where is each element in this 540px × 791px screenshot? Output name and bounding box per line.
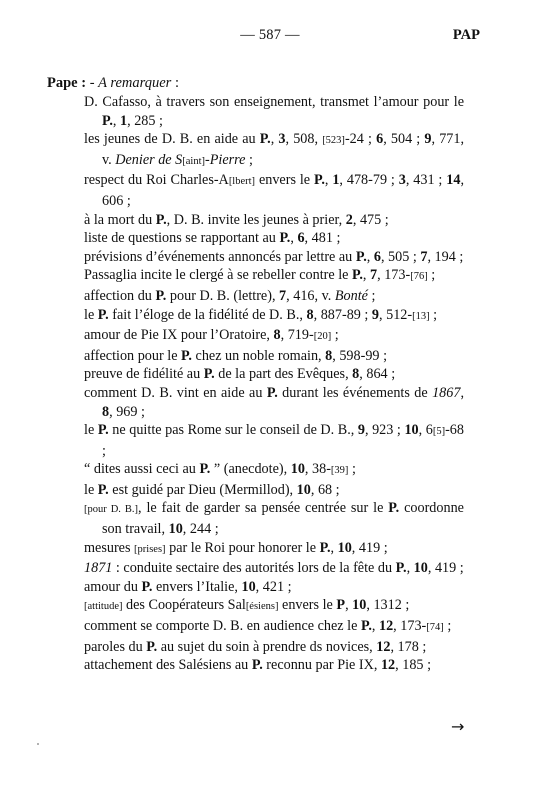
entry-text-run: 10 — [241, 578, 256, 595]
entry-text-run: les jeunes de D. B. en aide au — [84, 131, 260, 148]
entry-text-run: envers l’Italie, — [152, 578, 242, 595]
entry-text-run: , 431 ; — [405, 172, 447, 189]
heading-colon: : — [171, 75, 179, 91]
entry-text-run: , 421 ; — [255, 578, 292, 595]
entry-text-run: , — [290, 230, 298, 247]
entry-text-run: envers le — [255, 172, 314, 189]
entry-text-run: le — [84, 306, 98, 323]
entry-text-run: 10 — [413, 560, 428, 577]
entry-text-run: 7 — [370, 267, 378, 284]
entry-text-run: au sujet du soin à prendre ds novices, — [157, 638, 377, 655]
entry-text-run: P. — [97, 306, 109, 323]
entry-text-run: , 68 ; — [310, 481, 340, 498]
entry-text-run: durant les événements de — [277, 384, 433, 401]
entry-text-run: ” (anecdote), — [210, 461, 291, 478]
entry-text-run: 9 — [424, 131, 432, 148]
entry-text-run: [76] — [410, 271, 428, 283]
entry-text-run: , — [406, 560, 414, 577]
entry-text-run: amour du — [84, 578, 142, 595]
index-entry — [84, 248, 464, 267]
entry-text-run: , — [330, 539, 338, 556]
entry-text-run: , 244 ; — [182, 521, 219, 538]
entry-text-run: [74] — [426, 622, 444, 634]
entry-text-run: 12 — [380, 657, 396, 674]
entry-text-run: P. — [155, 287, 167, 304]
entry-text-run: D. Cafasso, à travers son enseignement, transmet l’amour pour le — [84, 94, 464, 110]
index-entry — [84, 365, 464, 384]
entry-text-run: affection du — [84, 287, 156, 304]
entry-text-run: 10 — [290, 461, 305, 478]
entry-text-run: , 285 ; — [127, 112, 163, 129]
entry-text-run: P. — [266, 384, 278, 401]
entry-text-run: envers le — [278, 597, 337, 614]
entry-text-run: “ dites aussi ceci au — [84, 461, 200, 478]
entry-text-run: par le Roi pour honorer le — [165, 539, 320, 556]
index-entry — [84, 578, 464, 597]
entry-text-run: P. — [203, 366, 215, 383]
entry-text-run: [aint] — [182, 155, 205, 167]
entry-text-run: , — [270, 131, 279, 148]
entry-text-run: , 505 ; — [380, 248, 421, 265]
entry-text-run: 14 — [446, 172, 461, 189]
entry-text-run: , 194 ; — [427, 248, 464, 265]
index-entry — [84, 171, 464, 210]
heading-note: A remarquer — [98, 75, 172, 91]
entry-text-run: [prises] — [134, 543, 166, 555]
index-entry — [84, 211, 464, 230]
index-entry — [84, 460, 464, 481]
entry-text-run: , 6 — [418, 422, 433, 439]
entry-text-run: P. — [97, 481, 109, 498]
entry-text-run: P. — [181, 347, 192, 364]
entry-text-run: 3 — [278, 131, 286, 148]
index-entry — [84, 347, 464, 366]
entry-text-run: P. — [388, 500, 400, 517]
entry-text-run: 7 — [279, 287, 287, 304]
entry-text-run: P. — [395, 560, 407, 577]
entry-text-run: liste de questions se rapportant au — [84, 230, 280, 247]
entry-text-run: , 38- — [304, 461, 331, 478]
entry-text-run: , 416, v. — [286, 287, 335, 304]
entry-text-run: P. — [97, 422, 109, 439]
entry-text-run: de la part des Evêques, — [214, 366, 353, 383]
entry-text-run: , — [112, 112, 121, 129]
index-entries — [84, 93, 464, 675]
entry-text-run: affection pour le — [84, 347, 182, 364]
entry-text-run: ; — [443, 618, 452, 635]
entry-text-run: 3 — [398, 172, 406, 189]
entry-text-run: , 508, — [285, 131, 323, 148]
entry-text-run: ; — [245, 151, 253, 168]
entry-text-run: [523] — [322, 135, 345, 147]
entry-text-run: , — [345, 597, 353, 614]
index-entry — [84, 287, 464, 306]
entry-text-run: P. — [251, 657, 263, 674]
entry-text-run: [20] — [313, 331, 332, 343]
entry-text-run: comment se comporte D. B. en audience chez le — [84, 618, 361, 635]
index-entry — [84, 481, 464, 500]
index-entry — [84, 326, 464, 347]
entry-text-run: , 923 ; — [364, 422, 405, 439]
entry-text-run: 1 — [332, 172, 340, 189]
entry-text-run: , 173- — [393, 618, 427, 635]
index-entry — [84, 559, 464, 578]
entry-text-run: P. — [319, 539, 331, 556]
entry-text-run: [pour D. B.] — [84, 504, 139, 516]
entry-text-run: 10 — [352, 597, 367, 614]
entry-text-run: fait l’éloge de la fidélité de D. B., — [108, 306, 307, 323]
entry-text-run: , 478-79 ; — [339, 172, 399, 189]
entry-text-run: -Pierre — [205, 151, 246, 168]
entry-text-run: , 178 ; — [390, 638, 427, 655]
entry-text-run: , 969 ; — [109, 403, 145, 420]
entry-text-run: [attitude] — [84, 601, 123, 613]
entry-text-run: Denier de S — [115, 151, 183, 168]
entry-text-run: , 419 ; — [427, 560, 464, 577]
entry-text-run: le — [84, 422, 98, 439]
entry-text-run: -68 ; — [102, 422, 464, 459]
entry-text-run: 6 — [297, 230, 305, 247]
entry-text-run: à la mort du — [84, 211, 156, 228]
entry-text-run: 12 — [376, 638, 391, 655]
entry-text-run: , 887-89 ; — [313, 306, 372, 323]
heading-dash: - — [86, 75, 99, 91]
entry-text-run: , 598-99 ; — [332, 347, 388, 364]
index-entry — [84, 421, 464, 460]
entry-text-run: , 185 ; — [395, 657, 432, 674]
entry-text-run: 2 — [345, 211, 353, 228]
entry-text-run: , 719- — [280, 327, 314, 344]
entry-text-run: , 771, v. — [102, 131, 465, 168]
entry-text-run: , 173- — [377, 267, 411, 284]
index-entry — [84, 656, 464, 675]
entry-text-run: P. — [259, 131, 271, 148]
entry-text-run: le — [84, 481, 98, 498]
entry-text-run: preuve de fidélité au — [84, 366, 204, 383]
entry-text-run: P. — [155, 211, 167, 228]
entry-text-run: respect du Roi Charles-A — [84, 172, 229, 189]
entry-text-run: 10 — [404, 422, 419, 439]
entry-text-run: P. — [141, 578, 153, 595]
entry-text-run: [13] — [412, 310, 430, 322]
entry-text-run: , le fait de garder sa pensée centrée sur le — [138, 500, 389, 517]
entry-text-run: Passaglia incite le clergé à se rebeller contre le — [84, 267, 352, 284]
entry-text-run: paroles du — [84, 638, 147, 655]
entry-text-run: [5] — [432, 426, 446, 438]
index-entry — [84, 617, 464, 638]
entry-text-run: , 1312 ; — [366, 597, 410, 614]
index-entry — [84, 638, 464, 657]
index-term: Pape : — [47, 75, 87, 91]
entry-text-run: , 481 ; — [304, 230, 341, 247]
entry-text-run: ; — [367, 287, 376, 304]
entry-text-run: , 475 ; — [352, 211, 389, 228]
entry-text-run: 8 — [102, 403, 110, 420]
entry-text-run: mesures — [84, 539, 135, 556]
entry-text-run: 10 — [296, 481, 311, 498]
entry-text-run: 12 — [378, 618, 394, 635]
entry-text-run: comment D. B. vint en aide au — [84, 384, 267, 401]
page-number: — 587 — — [240, 27, 300, 43]
entry-text-run: ; — [348, 461, 356, 478]
index-entry — [84, 266, 464, 287]
entry-text-run: 10 — [168, 521, 183, 538]
index-entry — [84, 499, 464, 538]
entry-text-run: coordonne son travail, — [102, 500, 464, 538]
entry-text-run: prévisions d’événements annoncés par lettre au — [84, 248, 356, 265]
index-entry — [84, 539, 464, 560]
entry-text-run: , — [324, 172, 333, 189]
entry-text-run: 6 — [373, 248, 381, 265]
entry-text-run: 9 — [357, 422, 365, 439]
entry-text-run: Bonté — [334, 287, 368, 304]
running-header: PAP — [452, 27, 480, 43]
entry-text-run: 8 — [273, 327, 281, 344]
entry-text-run: 9 — [371, 306, 380, 323]
entry-text-run: P. — [313, 172, 325, 189]
entry-text-run: [lbert] — [228, 176, 256, 188]
index-entry — [84, 306, 464, 327]
entry-text-run: 7 — [420, 248, 428, 265]
entry-text-run: P — [336, 597, 346, 614]
index-entry — [84, 229, 464, 248]
entry-text-run: reconnu par Pie IX, — [262, 657, 381, 674]
entry-text-run: : conduite sectaire des autorités lors de la fête du — [112, 560, 396, 577]
entry-text-run: amour de Pie IX pour l’Oratoire, — [84, 327, 274, 344]
entry-text-run: ; — [331, 327, 339, 344]
entry-text-run: 8 — [352, 366, 360, 383]
entry-text-run: 8 — [325, 347, 333, 364]
entry-text-run: 1 — [120, 112, 128, 129]
entry-text-run: des Coopérateurs Sal — [122, 597, 246, 614]
index-entry — [84, 384, 464, 421]
entry-text-run: P. — [352, 267, 363, 284]
entry-text-run: , 504 ; — [383, 131, 425, 148]
index-heading — [47, 73, 179, 93]
entry-text-run: 1871 — [84, 560, 113, 577]
entry-text-run: chez un noble romain, — [191, 347, 326, 364]
entry-text-run: -24 ; — [344, 131, 377, 148]
entry-text-run: , 512- — [379, 306, 413, 323]
entry-text-run: , 419 ; — [351, 539, 388, 556]
entry-text-run: , — [366, 248, 374, 265]
index-entry — [84, 93, 464, 130]
index-entry — [84, 596, 464, 617]
entry-text-run: , — [362, 267, 371, 284]
entry-text-run: P. — [199, 461, 211, 478]
entry-text-run: ne quitte pas Rome sur le conseil de D. B., — [108, 422, 358, 439]
entry-text-run: P. — [360, 618, 372, 635]
entry-text-run: P. — [279, 230, 291, 247]
entry-text-run: P. — [102, 112, 113, 129]
entry-text-run: pour D. B. (lettre), — [166, 287, 280, 304]
entry-text-run: [39] — [330, 465, 349, 477]
entry-text-run: est guidé par Dieu (Mermillod), — [108, 481, 297, 498]
entry-text-run: 10 — [337, 539, 352, 556]
entry-text-run: , 606 ; — [102, 172, 464, 209]
entry-text-run: ; — [429, 306, 438, 323]
entry-text-run: P. — [146, 638, 158, 655]
page-speck — [37, 743, 39, 745]
entry-text-run: ; — [427, 267, 436, 284]
entry-text-run: 8 — [306, 306, 314, 323]
entry-text-run: , — [371, 618, 379, 635]
entry-text-run: attachement des Salésiens au — [84, 657, 252, 674]
entry-text-run: , D. B. invite les jeunes à prier, — [166, 211, 346, 228]
entry-text-run: [ésiens] — [245, 601, 279, 613]
entry-text-run: , 864 ; — [359, 366, 396, 383]
continuation-arrow-icon: → — [451, 717, 465, 736]
entry-text-run: P. — [355, 248, 367, 265]
entry-text-run: 6 — [376, 131, 384, 148]
entry-text-run: 1867 — [432, 384, 461, 401]
index-entry — [84, 130, 464, 171]
entry-text-run: , — [460, 384, 464, 401]
